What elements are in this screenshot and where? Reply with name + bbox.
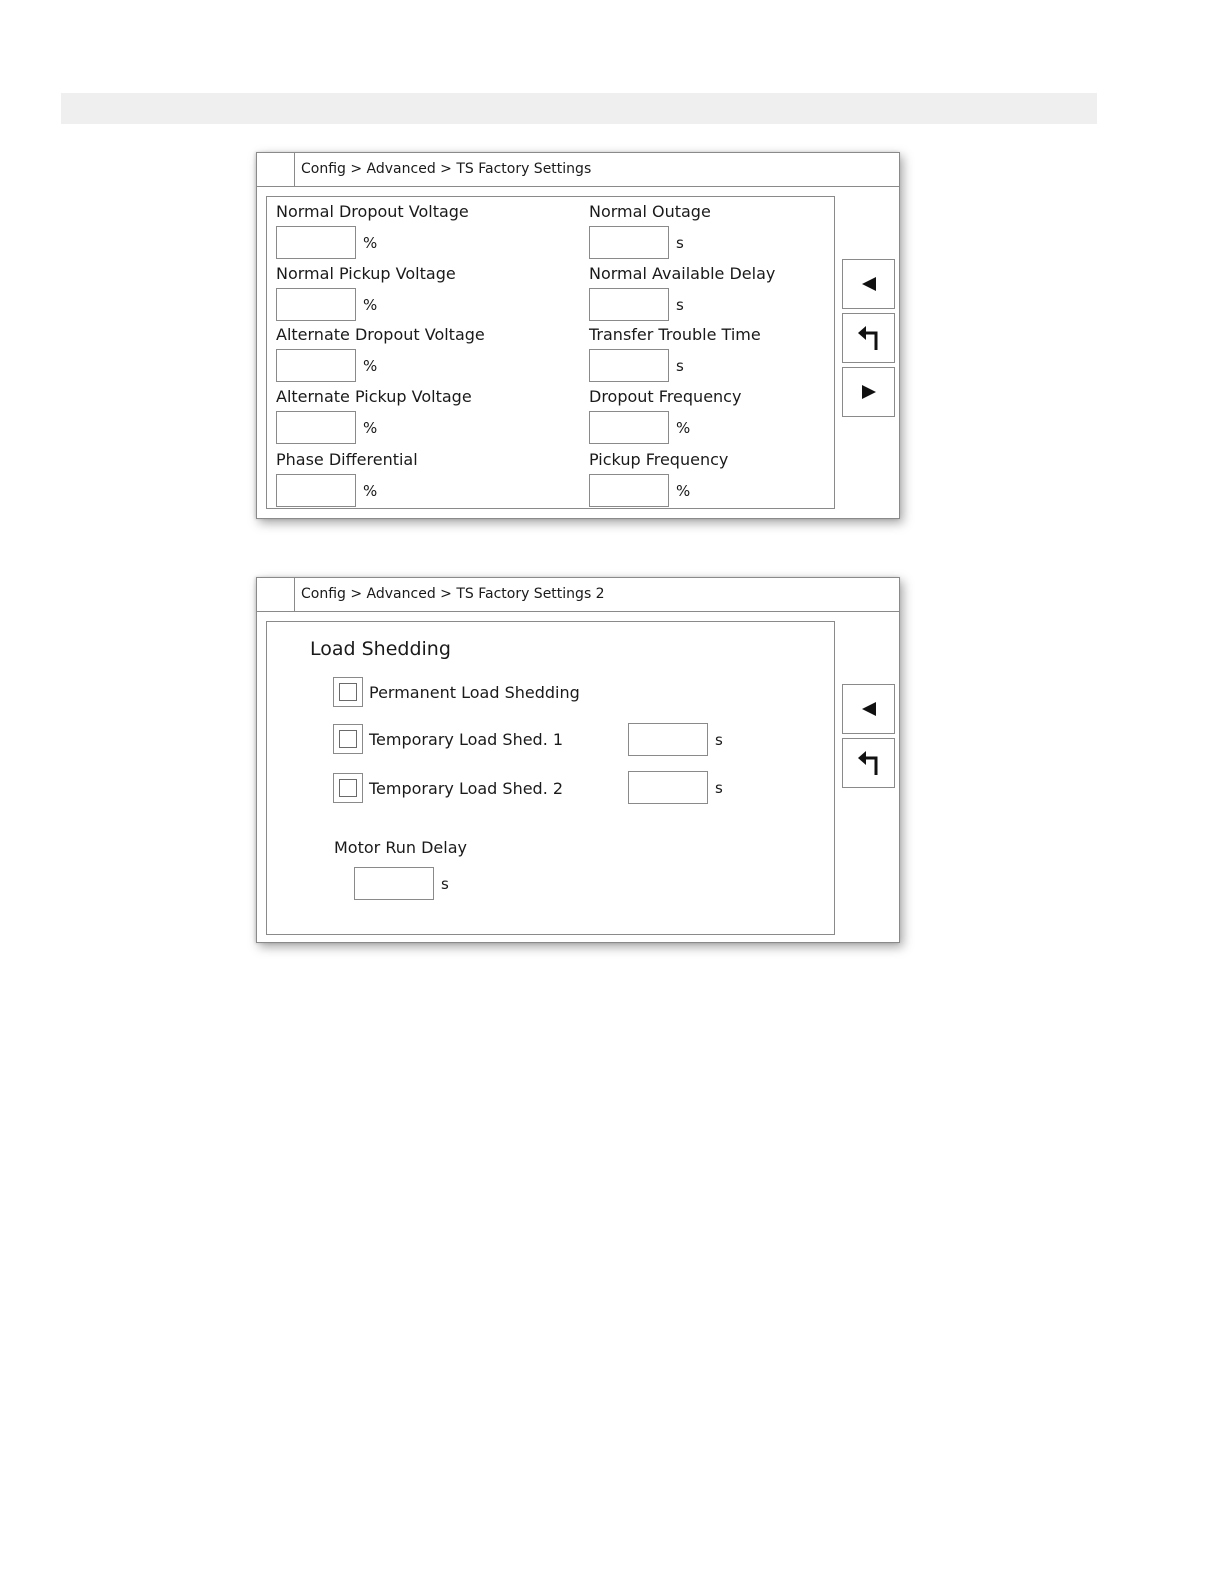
field-label: Transfer Trouble Time: [589, 325, 761, 344]
triangle-left-icon: [862, 702, 876, 716]
unit-label: %: [363, 356, 378, 375]
return-arrow-icon: [856, 749, 882, 777]
triangle-left-icon: [862, 277, 876, 291]
settings-panel: [266, 196, 835, 509]
header-corner-cell: [257, 153, 295, 187]
previous-button[interactable]: [842, 684, 895, 734]
field-label: Dropout Frequency: [589, 387, 742, 406]
field-label: Normal Pickup Voltage: [276, 264, 456, 283]
dropout-frequency-input[interactable]: [589, 411, 669, 444]
unit-label: %: [676, 418, 691, 437]
field-label: Alternate Dropout Voltage: [276, 325, 485, 344]
previous-button[interactable]: [842, 259, 895, 309]
phase-differential-input[interactable]: [276, 474, 356, 507]
field-alternate-dropout-voltage: [276, 326, 485, 382]
ts-factory-settings-screen: [256, 152, 900, 519]
breadcrumb: Config > Advanced > TS Factory Settings 2: [301, 586, 605, 602]
unit-label: %: [676, 481, 691, 500]
unit-label: s: [676, 356, 684, 375]
checkbox-label: Temporary Load Shed. 2: [369, 778, 564, 798]
field-label: Motor Run Delay: [334, 838, 467, 857]
temporary-load-shed-1-checkbox[interactable]: [333, 724, 363, 754]
alternate-pickup-voltage-input[interactable]: [276, 411, 356, 444]
temporary-load-shed-2-row: [333, 773, 563, 803]
field-phase-differential: [276, 451, 418, 507]
alternate-dropout-voltage-input[interactable]: [276, 349, 356, 382]
permanent-load-shedding-row: [333, 677, 580, 707]
load-shedding-panel: [266, 621, 835, 935]
field-label: Phase Differential: [276, 450, 418, 469]
field-pickup-frequency: [589, 451, 728, 507]
return-button[interactable]: [842, 313, 895, 363]
unit-label: s: [715, 778, 723, 797]
temporary-load-shed-1-time: [628, 723, 723, 756]
unit-label: s: [676, 233, 684, 252]
checkbox-label: Temporary Load Shed. 1: [369, 729, 564, 749]
pickup-frequency-input[interactable]: [589, 474, 669, 507]
unit-label: %: [363, 481, 378, 500]
triangle-right-icon: [862, 385, 876, 399]
temporary-load-shed-2-input[interactable]: [628, 771, 708, 804]
unit-label: %: [363, 295, 378, 314]
temporary-load-shed-1-input[interactable]: [628, 723, 708, 756]
unit-label: %: [363, 418, 378, 437]
field-alternate-pickup-voltage: [276, 388, 472, 444]
field-normal-outage: [589, 203, 711, 259]
breadcrumb: Config > Advanced > TS Factory Settings: [301, 161, 592, 177]
return-arrow-icon: [856, 324, 882, 352]
header-corner-cell: [257, 578, 295, 612]
screen-header: [257, 153, 899, 187]
field-label: Normal Outage: [589, 202, 711, 221]
field-transfer-trouble-time: [589, 326, 761, 382]
normal-pickup-voltage-input[interactable]: [276, 288, 356, 321]
field-label: Alternate Pickup Voltage: [276, 387, 472, 406]
transfer-trouble-time-input[interactable]: [589, 349, 669, 382]
screen-header: [257, 578, 899, 612]
field-normal-dropout-voltage: [276, 203, 469, 259]
return-button[interactable]: [842, 738, 895, 788]
next-button[interactable]: [842, 367, 895, 417]
normal-available-delay-input[interactable]: [589, 288, 669, 321]
unit-label: %: [363, 233, 378, 252]
page-header-band: [61, 93, 1097, 124]
unit-label: s: [676, 295, 684, 314]
ts-factory-settings-2-screen: [256, 577, 900, 943]
nav-buttons: [842, 684, 895, 792]
field-normal-pickup-voltage: [276, 265, 456, 321]
temporary-load-shed-2-checkbox[interactable]: [333, 773, 363, 803]
unit-label: s: [441, 874, 449, 893]
section-title: Load Shedding: [310, 638, 451, 660]
nav-buttons: [842, 259, 895, 421]
checkbox-label: Permanent Load Shedding: [369, 682, 580, 702]
field-label: Normal Available Delay: [589, 264, 776, 283]
temporary-load-shed-1-row: [333, 724, 563, 754]
field-motor-run-delay: [334, 839, 467, 900]
field-dropout-frequency: [589, 388, 741, 444]
normal-dropout-voltage-input[interactable]: [276, 226, 356, 259]
field-label: Pickup Frequency: [589, 450, 729, 469]
field-normal-available-delay: [589, 265, 775, 321]
temporary-load-shed-2-time: [628, 771, 723, 804]
motor-run-delay-input[interactable]: [354, 867, 434, 900]
normal-outage-input[interactable]: [589, 226, 669, 259]
unit-label: s: [715, 730, 723, 749]
permanent-load-shedding-checkbox[interactable]: [333, 677, 363, 707]
field-label: Normal Dropout Voltage: [276, 202, 469, 221]
